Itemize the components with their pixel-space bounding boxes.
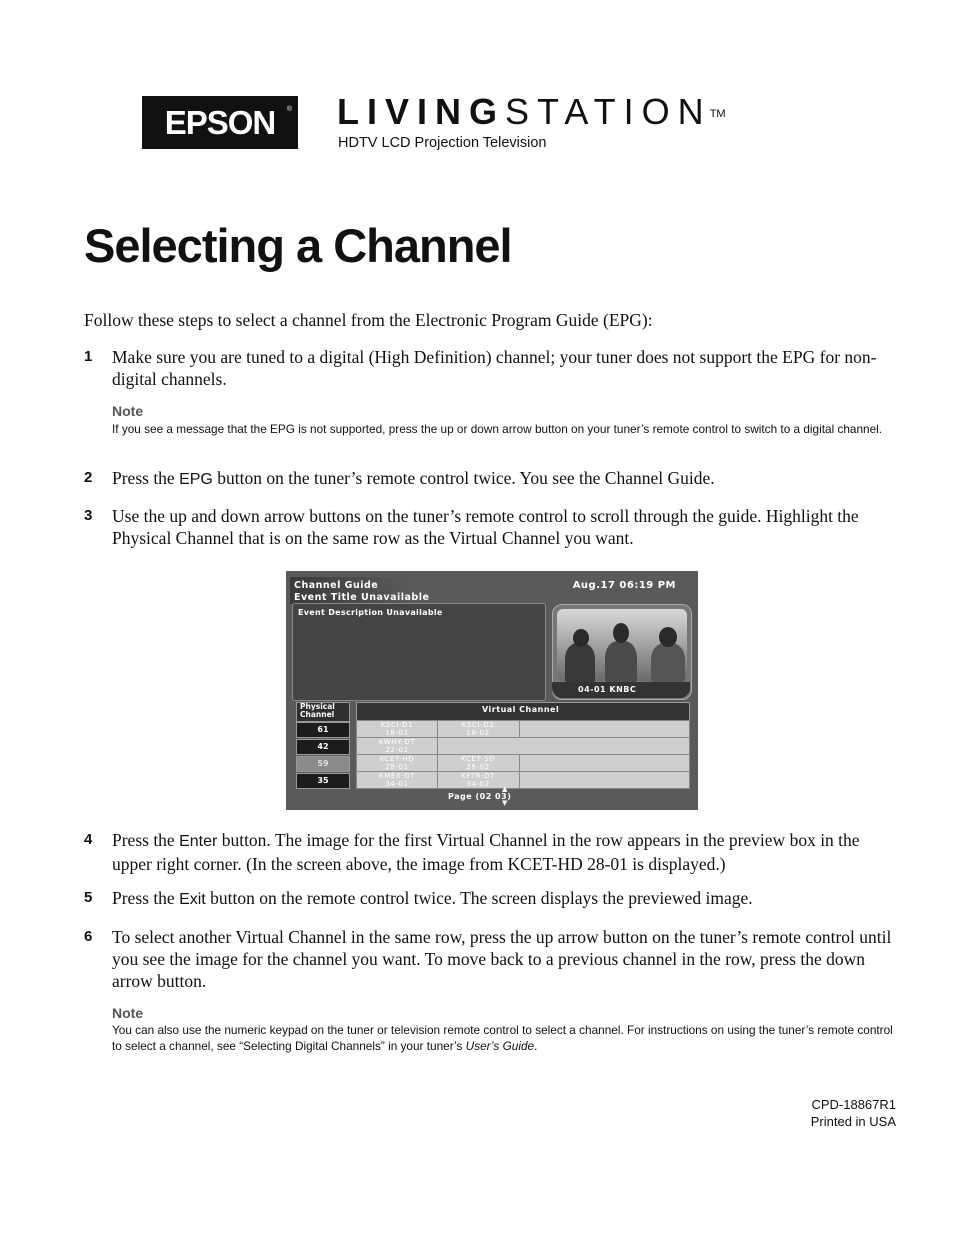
users-guide-title: User’s Guide <box>465 1039 535 1053</box>
channel-guide-screenshot <box>286 571 698 810</box>
page-indicator: Page (02 03) <box>448 792 512 801</box>
note-label: Note <box>112 1005 144 1021</box>
virtual-channel-cell[interactable]: KCET-HD 28-01 <box>357 755 438 771</box>
virtual-channel-cell[interactable]: KMEX-DT 34-01 <box>357 772 438 788</box>
guide-title: Channel Guide <box>294 580 379 591</box>
virtual-channel-cell[interactable]: KCET-SD 28-02 <box>437 755 520 771</box>
step-text: Use the up and down arrow buttons on the tuner’s remote control to scroll through the guide. Highlight the Physical Channel that is on the same row as the Virtual Channel you want. <box>112 506 859 548</box>
step-text: Press the Enter button. The image for the first Virtual Channel in the row appears in the preview box in the upper right corner. (In the screen above, the image from KCET-HD 28-01 is displayed.) <box>112 830 860 874</box>
livingstation-brand <box>337 92 726 132</box>
preview-channel-label: 04-01 KNBC <box>578 685 637 694</box>
document-footer <box>811 1096 896 1130</box>
intro-paragraph: Follow these steps to select a channel from the Electronic Program Guide (EPG): <box>84 310 653 330</box>
note-text: You can also use the numeric keypad on the tuner or television remote control to select a channel. For instructions on using the tuner’s remote control to select a channel, see “Selecting Digital Channels” in your tuner’s User’s Guide. <box>112 1023 893 1053</box>
step-number: 4 <box>84 831 93 848</box>
step-text: Press the Exit button on the remote control twice. The screen displays the previewed image. <box>112 888 753 908</box>
virtual-channel-header-text: Virtual Channel <box>482 705 560 714</box>
brand-living: LIVING <box>337 91 506 132</box>
product-subtitle: HDTV LCD Projection Television <box>338 135 547 151</box>
virtual-channel-row <box>356 754 690 772</box>
virtual-channel-cell[interactable]: KFTR-DT 34-02 <box>437 772 520 788</box>
step-text: Press the EPG button on the tuner’s remote control twice. You see the Channel Guide. <box>112 468 715 488</box>
step-text: To select another Virtual Channel in the same row, press the up arrow button on the tuner’s remote control until you see the image for the channel you want. To move back to a previous channel in the row, press the down arrow button. <box>112 927 892 991</box>
physical-channel-cell[interactable]: 42 <box>296 739 350 755</box>
virtual-channel-row <box>356 737 690 755</box>
physical-channel-header-text: Physical Channel <box>300 702 335 719</box>
virtual-channel-cell[interactable]: KSCI-D1 18-01 <box>357 721 438 737</box>
step-number: 2 <box>84 469 93 486</box>
page-down-arrow-icon[interactable]: ▼ <box>502 799 508 807</box>
event-description: Event Description Unavailable <box>298 608 443 617</box>
trademark: TM <box>709 108 726 120</box>
physical-channel-cell-highlighted[interactable]: 59 <box>296 756 350 772</box>
guide-event-title: Event Title Unavailable <box>294 592 430 603</box>
virtual-channel-row <box>356 720 690 738</box>
brand-station: STATION <box>505 91 712 132</box>
epson-logo <box>142 96 298 149</box>
registered-mark: ® <box>286 106 292 113</box>
printed-in: Printed in USA <box>810 1114 896 1129</box>
epg-button-name: EPG <box>179 471 213 488</box>
page-title: Selecting a Channel <box>84 219 512 272</box>
virtual-channel-row <box>356 771 690 789</box>
document-code: CPD-18867R1 <box>811 1097 896 1112</box>
step-number: 5 <box>84 889 93 906</box>
physical-channel-cell[interactable]: 35 <box>296 773 350 789</box>
preview-image <box>557 609 687 681</box>
step-number: 1 <box>84 348 93 365</box>
step-number: 6 <box>84 928 93 945</box>
virtual-channel-cell[interactable]: KSCI-D2 18-02 <box>437 721 520 737</box>
page-up-arrow-icon[interactable]: ▲ <box>502 785 508 793</box>
step-number: 3 <box>84 507 93 524</box>
epson-logo-text: EPSON <box>164 104 276 141</box>
physical-channel-cell[interactable]: 61 <box>296 722 350 738</box>
event-description-box <box>292 603 546 701</box>
note-text: If you see a message that the EPG is not supported, press the up or down arrow button on your tuner’s remote control to switch to a digital channel. <box>112 422 883 436</box>
exit-button-name: Exit <box>179 891 206 908</box>
note-label: Note <box>112 403 144 419</box>
enter-button-name: Enter <box>179 833 218 850</box>
guide-datetime: Aug.17 06:19 PM <box>572 580 676 591</box>
step-text: Make sure you are tuned to a digital (High Definition) channel; your tuner does not support the EPG for non-digital channels. <box>112 347 877 389</box>
virtual-channel-cell[interactable]: KWHY-DT 22-01 <box>357 738 438 754</box>
